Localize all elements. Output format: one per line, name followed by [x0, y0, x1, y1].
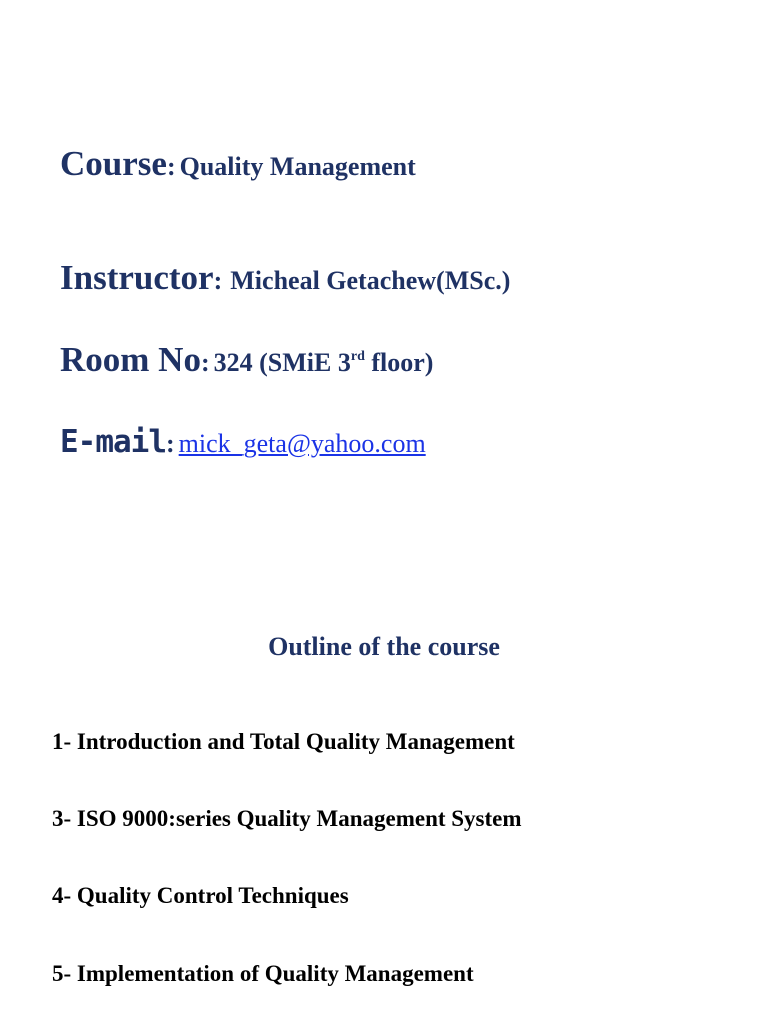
course-separator: :: [166, 152, 176, 181]
room-value-suffix: floor): [364, 348, 434, 377]
email-line: [60, 424, 426, 460]
instructor-separator: :: [213, 266, 223, 295]
room-line: [60, 340, 433, 380]
email-label: E-mail: [60, 424, 166, 460]
outline-item: 1- Introduction and Total Quality Management: [52, 729, 515, 754]
outline-title: Outline of the course: [268, 632, 500, 661]
outline-item: 3- ISO 9000:series Quality Management System: [52, 806, 522, 831]
outline-item: 4- Quality Control Techniques: [52, 883, 349, 908]
instructor-value: Micheal Getachew(MSc.): [230, 266, 511, 295]
instructor-line: [60, 258, 510, 298]
course-label: Course: [60, 144, 167, 183]
instructor-label: Instructor: [60, 258, 214, 297]
outline-item: 5- Implementation of Quality Management: [52, 961, 474, 986]
email-separator: :: [165, 429, 175, 458]
room-value-prefix: 324 (SMiE 3: [213, 348, 351, 377]
room-label: Room No: [60, 340, 201, 379]
room-ordinal-superscript: rd: [350, 349, 365, 364]
course-line: [60, 144, 416, 184]
room-separator: :: [200, 348, 210, 377]
course-value: Quality Management: [179, 152, 416, 181]
email-link[interactable]: mick_geta@yahoo.com: [178, 429, 426, 458]
